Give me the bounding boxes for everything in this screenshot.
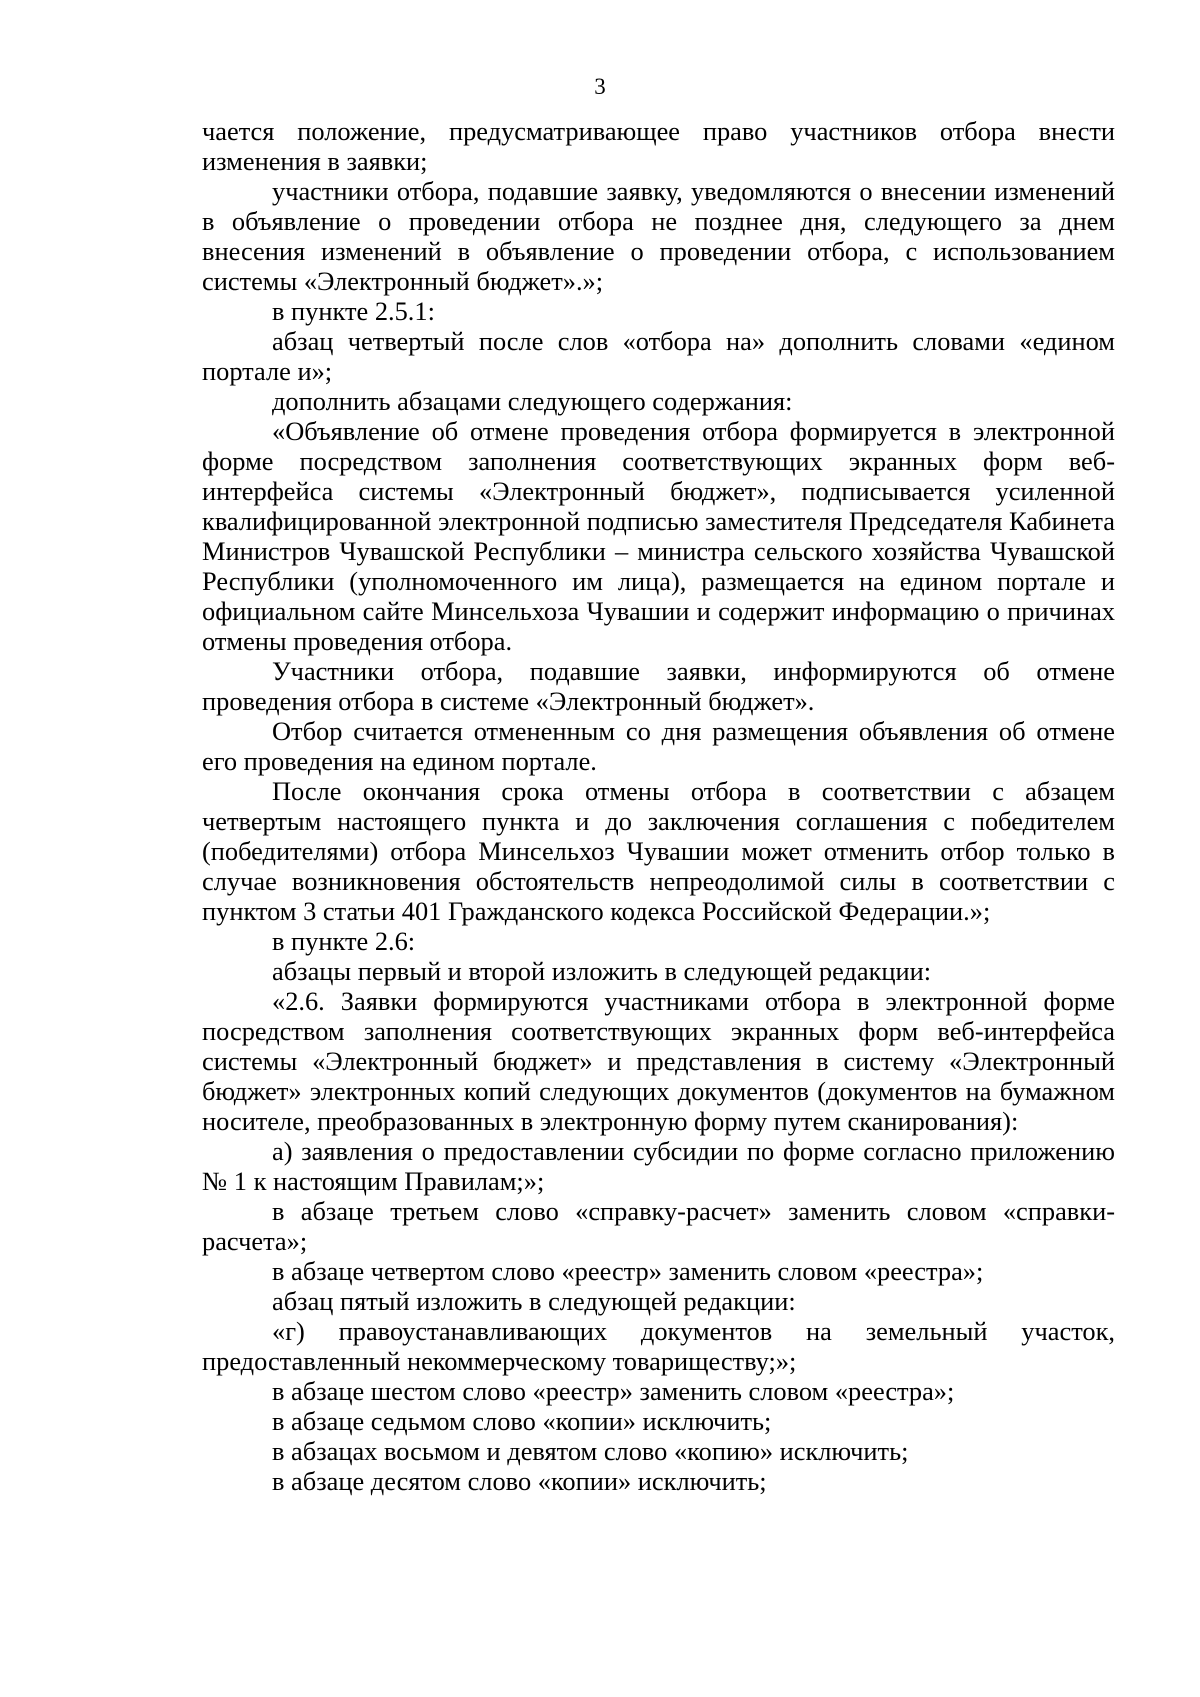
paragraph: а) заявления о предоставлении субсидии по форме согласно приложению № 1 к настоящим Правилам;»; [202, 1136, 1115, 1196]
paragraph: «2.6. Заявки формируются участниками отбора в электронной форме посредством заполнения соответствующих экранных форм веб-интерфейса системы «Электронный бюджет» и представления в систему «Электронный бюджет» электронных копий следующих документов (документов на бумажном носителе, преобразованных в электронную форму путем сканирования): [202, 986, 1115, 1136]
paragraph: абзац пятый изложить в следующей редакции: [272, 1286, 796, 1316]
paragraph-continuation: чается положение, предусматривающее право участников отбора внести изменения в заявки; [202, 116, 1115, 176]
paragraph: Отбор считается отмененным со дня размещения объявления об отмене его проведения на едином портале. [202, 716, 1115, 776]
body-text [202, 116, 1115, 1496]
paragraph: в абзацах восьмом и девятом слово «копию» исключить; [272, 1436, 909, 1466]
paragraph: в абзаце шестом слово «реестр» заменить словом «реестра»; [272, 1376, 955, 1406]
paragraph: в абзаце седьмом слово «копии» исключить; [272, 1406, 772, 1436]
paragraph: в абзаце десятом слово «копии» исключить; [272, 1466, 767, 1496]
paragraph: После окончания срока отмены отбора в соответствии с абзацем четвертым настоящего пункта и до заключения соглашения с победителем (победителями) отбора Минсельхоз Чувашии может отменить отбор только в случае возникновения обстоятельств непреодолимой силы в соответствии с пунктом 3 статьи 401 Гражданского кодекса Российской Федерации.»; [202, 776, 1115, 926]
paragraph: «Объявление об отмене проведения отбора формируется в электронной форме посредством заполнения соответствующих экранных форм веб-интерфейса системы «Электронный бюджет», подписывается усиленной квалифицированной электронной подписью заместителя Председателя Кабинета Министров Чувашской Республики – министра сельского хозяйства Чувашской Республики (уполномоченного им лица), размещается на едином портале и официальном сайте Минсельхоза Чувашии и содержит информацию о причинах отмены проведения отбора. [202, 416, 1115, 656]
paragraph: «г) правоустанавливающих документов на земельный участок, предоставленный некоммерческому товариществу;»; [202, 1316, 1115, 1376]
paragraph: в абзаце четвертом слово «реестр» заменить словом «реестра»; [272, 1256, 984, 1286]
paragraph: в абзаце третьем слово «справку-расчет» заменить словом «справки-расчета»; [202, 1196, 1115, 1256]
paragraph: участники отбора, подавшие заявку, уведомляются о внесении изменений в объявление о проведении отбора не позднее дня, следующего за днем внесения изменений в объявление о проведении отбора, с использованием системы «Электронный бюджет».»; [202, 176, 1115, 296]
paragraph: Участники отбора, подавшие заявки, информируются об отмене проведения отбора в системе «Электронный бюджет». [202, 656, 1115, 716]
paragraph: в пункте 2.5.1: [272, 296, 435, 326]
page-number: 3 [594, 74, 606, 99]
paragraph: абзац четвертый после слов «отбора на» дополнить словами «едином портале и»; [202, 326, 1115, 386]
paragraph: в пункте 2.6: [272, 926, 416, 956]
paragraph: абзацы первый и второй изложить в следующей редакции: [272, 956, 932, 986]
paragraph: дополнить абзацами следующего содержания: [272, 386, 793, 416]
